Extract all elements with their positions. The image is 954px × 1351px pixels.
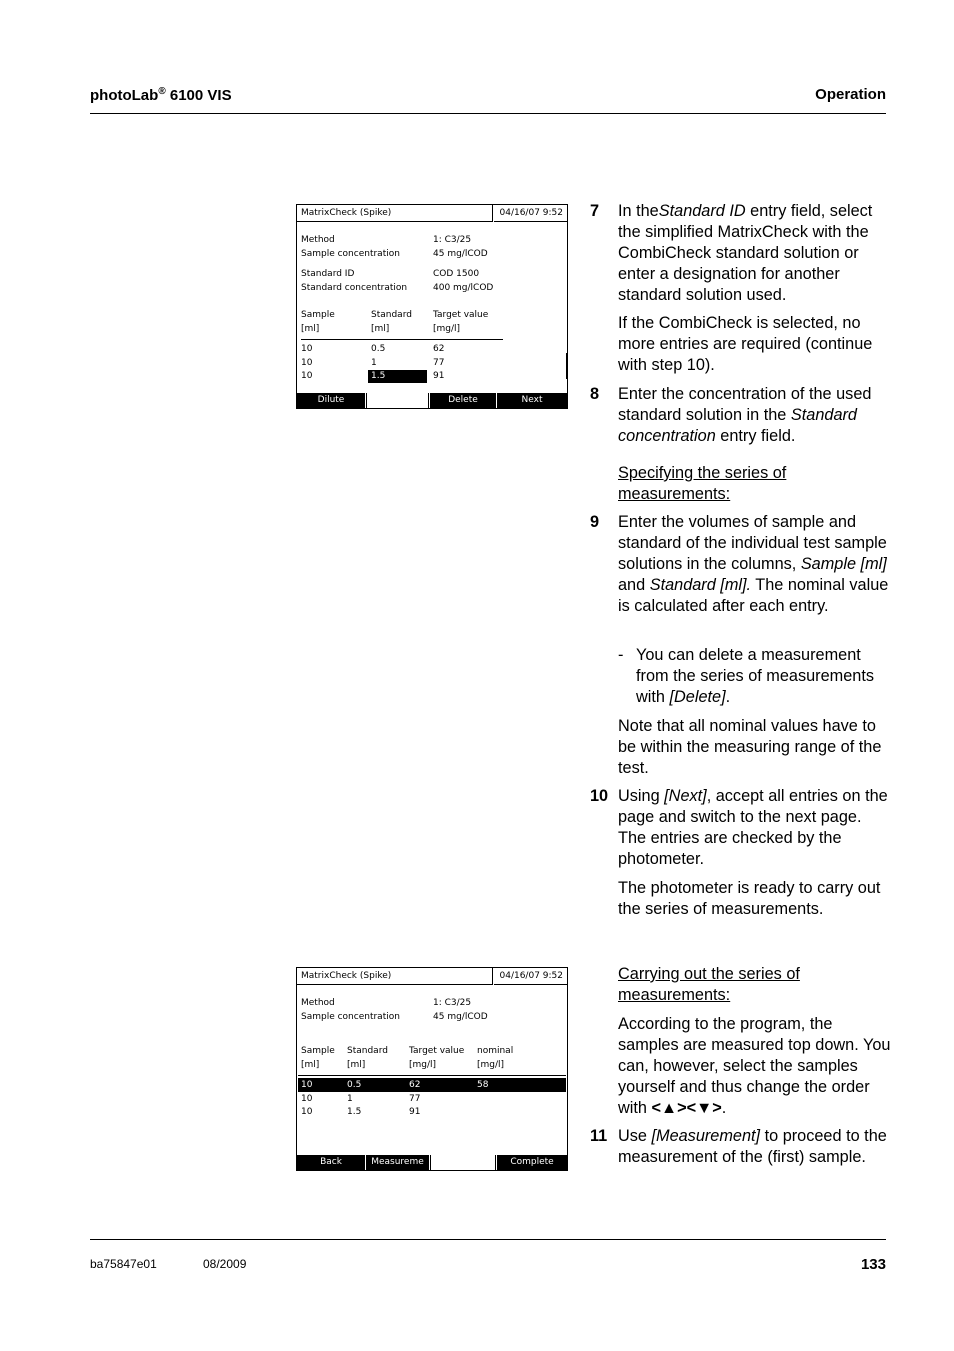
table-cell[interactable]: 1.5: [347, 1107, 362, 1117]
step-9-text: Enter the volumes of sample and standard of the individual test sample solutions in the columns, Sample [ml] and Standard [ml]. The nominal value is calculated after each entry.: [618, 513, 889, 615]
softkey-bar: [297, 393, 567, 408]
method-label: Method: [301, 235, 335, 245]
table-cell[interactable]: 77: [409, 1094, 421, 1104]
empty-softkey[interactable]: [366, 393, 429, 408]
table-cell[interactable]: 1: [347, 1094, 353, 1104]
device-screen-1: [296, 204, 568, 409]
table-cell[interactable]: 10: [301, 1080, 313, 1090]
table-cell: 77: [433, 358, 445, 368]
scrollbar[interactable]: [566, 353, 567, 379]
standard-concentration-label: Standard concentration: [301, 283, 408, 293]
step-number: 9: [590, 513, 600, 531]
step-number: 10: [590, 787, 609, 805]
method-value: 1: C3/25: [433, 235, 472, 245]
screen-title: MatrixCheck (Spike): [297, 205, 493, 222]
col-header-sample: Sample: [301, 1046, 335, 1056]
table-cell[interactable]: 58: [477, 1080, 489, 1090]
screen-datetime: 04/16/07 9:52: [494, 968, 567, 985]
dilute-softkey[interactable]: Dilute: [297, 393, 365, 408]
screen-datetime: 04/16/07 9:52: [494, 205, 567, 222]
table-cell[interactable]: 0.5: [371, 344, 386, 354]
table-cell[interactable]: 10: [301, 1094, 313, 1104]
back-softkey[interactable]: Back: [297, 1155, 365, 1170]
empty-softkey[interactable]: [430, 1155, 496, 1170]
col-unit-target: [mg/l]: [433, 324, 461, 334]
step-number: 7: [590, 202, 600, 220]
table-cell[interactable]: 91: [409, 1107, 421, 1117]
softkey-bar: [297, 1155, 567, 1170]
table-divider: [301, 339, 503, 340]
sample-concentration-label: Sample concentration: [301, 1012, 400, 1022]
table-cell[interactable]: 1: [371, 358, 377, 368]
col-unit-sample: [ml]: [301, 1060, 320, 1070]
table-cell[interactable]: 62: [409, 1080, 421, 1090]
table-cell[interactable]: 10: [301, 1107, 313, 1117]
next-softkey[interactable]: Next: [497, 393, 567, 408]
sample-concentration-label: Sample concentration: [301, 249, 400, 259]
col-unit-standard: [ml]: [371, 324, 390, 334]
footer-doc-id: ba75847e01: [90, 1257, 157, 1271]
col-unit-target: [mg/l]: [409, 1060, 437, 1070]
standard-concentration-field[interactable]: 400 mg/lCOD: [433, 283, 494, 293]
header-section: Operation: [815, 86, 886, 103]
step-7-text: In theStandard ID entry field, select the simplified MatrixCheck with the CombiCheck standard solution or enter a designation for another standard solution used.: [618, 202, 873, 304]
col-unit-standard: [ml]: [347, 1060, 366, 1070]
col-header-target: Target value: [433, 310, 489, 320]
step-number: 11: [590, 1127, 608, 1145]
table-cell[interactable]: 10: [301, 344, 313, 354]
table-cell: 91: [433, 371, 445, 381]
col-unit-nominal: [mg/l]: [477, 1060, 505, 1070]
col-header-standard: Standard: [347, 1046, 388, 1056]
col-unit-sample: [ml]: [301, 324, 320, 334]
measurement-softkey[interactable]: Measureme: [366, 1155, 429, 1170]
table-cell[interactable]: 10: [301, 371, 313, 381]
standard-id-field[interactable]: COD 1500: [433, 269, 480, 279]
footer-date: 08/2009: [203, 1257, 247, 1271]
table-cell: 62: [433, 344, 445, 354]
device-screen-2: [296, 967, 568, 1171]
standard-id-label: Standard ID: [301, 269, 355, 279]
header-product: photoLab® 6100 VIS: [90, 86, 232, 104]
complete-softkey[interactable]: Complete: [497, 1155, 567, 1170]
col-header-standard: Standard: [371, 310, 412, 320]
arrow-keys: <▲><▼>: [651, 1099, 722, 1117]
header-rule: [90, 113, 886, 114]
step-8-text: Enter the concentration of the used standard solution in the Standard concentration entry field.: [618, 385, 872, 445]
sample-concentration-value: 45 mg/lCOD: [433, 1012, 488, 1022]
col-header-target: Target value: [409, 1046, 465, 1056]
page-number: 133: [860, 1256, 886, 1273]
table-cell[interactable]: 0.5: [347, 1080, 362, 1090]
footer-rule: [90, 1239, 886, 1240]
step-11-text: Use [Measurement] to proceed to the measurement of the (first) sample.: [618, 1127, 887, 1166]
method-label: Method: [301, 998, 335, 1008]
screen-title: MatrixCheck (Spike): [297, 968, 493, 985]
sample-concentration-value: 45 mg/lCOD: [433, 249, 488, 259]
bullet-text: You can delete a measurement from the series of measurements with [Delete].: [636, 646, 874, 706]
table-cell[interactable]: 10: [301, 358, 313, 368]
selected-row-highlight: [298, 1078, 566, 1092]
col-header-sample: Sample: [301, 310, 335, 320]
selected-cell[interactable]: 1.5: [371, 371, 386, 381]
table-divider: [298, 1075, 566, 1076]
step-number: 8: [590, 385, 600, 403]
method-value: 1: C3/25: [433, 998, 472, 1008]
col-header-nominal: nominal: [477, 1046, 514, 1056]
delete-softkey[interactable]: Delete: [430, 393, 496, 408]
step-10-text: Using [Next], accept all entries on the page and switch to the next page. The entries are checked by the photometer.: [618, 787, 888, 868]
